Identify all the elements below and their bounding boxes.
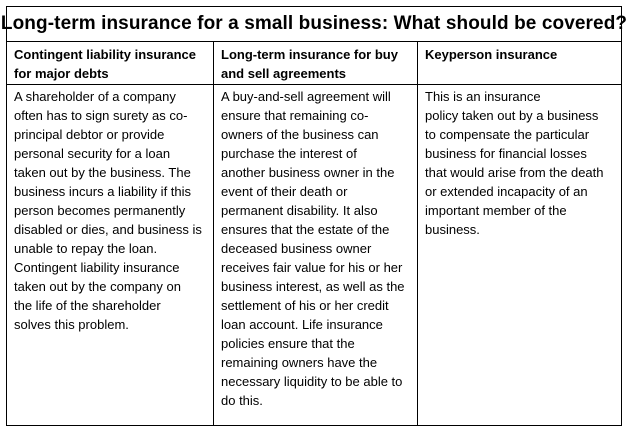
body-line: business for financial losses (425, 146, 587, 161)
heading-line: Long-term insurance for buy (221, 47, 398, 62)
body-line: another business owner in the (221, 165, 395, 180)
body-line: business. (425, 222, 480, 237)
body-line: A buy-and-sell agreement will (221, 89, 391, 104)
table-columns (7, 42, 621, 425)
column-buy-and-sell (214, 42, 418, 425)
body-line: personal security for a loan (14, 146, 171, 161)
heading-line: and sell agreements (221, 66, 346, 81)
body-line: the life of the shareholder (14, 298, 161, 313)
table-title-row (0, 7, 627, 42)
body-line: do this. (221, 393, 263, 408)
insurance-table (0, 6, 627, 426)
body-line: loan account. Life insurance (221, 317, 383, 332)
body-line: This is an insurance (425, 89, 541, 104)
body-line: solves this problem. (14, 317, 129, 332)
body-line: person becomes permanently (14, 203, 186, 218)
body-line: or extended incapacity of an (425, 184, 588, 199)
body-line: business incurs a liability if this (14, 184, 192, 199)
column-body (7, 85, 213, 425)
body-line: ensures that the estate of the (221, 222, 390, 237)
column-body (418, 85, 621, 425)
body-line: that would arise from the death (425, 165, 604, 180)
body-line: A shareholder of a company (14, 89, 176, 104)
body-line: settlement of his or her credit (221, 298, 389, 313)
column-body (214, 85, 417, 425)
body-line: taken out by the company on (14, 279, 181, 294)
column-heading (418, 42, 621, 85)
body-line: policies ensure that the (221, 336, 355, 351)
body-line: permanent disability. It also (221, 203, 378, 218)
body-line: taken out by the business. The (14, 165, 191, 180)
body-line: unable to repay the loan. (14, 241, 158, 256)
heading-line: Contingent liability insurance (14, 47, 197, 62)
body-line: policy taken out by a business (425, 108, 599, 123)
body-line: deceased business owner (221, 241, 372, 256)
body-line: necessary liquidity to be able to (221, 374, 403, 389)
body-line: business interest, as well as the (221, 279, 405, 294)
body-line: Contingent liability insurance (14, 260, 180, 275)
body-line: often has to sign surety as co- (14, 108, 188, 123)
heading-line: Keyperson insurance (425, 47, 558, 62)
heading-line: for major debts (14, 66, 109, 81)
body-line: important member of the (425, 203, 567, 218)
column-keyperson (418, 42, 621, 425)
body-line: ensure that remaining co- (221, 108, 369, 123)
column-heading (214, 42, 417, 85)
body-line: remaining owners have the (221, 355, 378, 370)
body-line: owners of the business can (221, 127, 379, 142)
body-line: principal debtor or provide (14, 127, 165, 142)
column-heading (7, 42, 213, 85)
table-title: Long-term insurance for a small business: What should be covered? (0, 13, 627, 34)
body-line: event of their death or (221, 184, 348, 199)
body-line: disabled or dies, and business is (14, 222, 202, 237)
body-line: purchase the interest of (221, 146, 357, 161)
body-line: to compensate the particular (425, 127, 590, 142)
column-contingent-liability (7, 42, 214, 425)
body-line: receives fair value for his or her (221, 260, 403, 275)
